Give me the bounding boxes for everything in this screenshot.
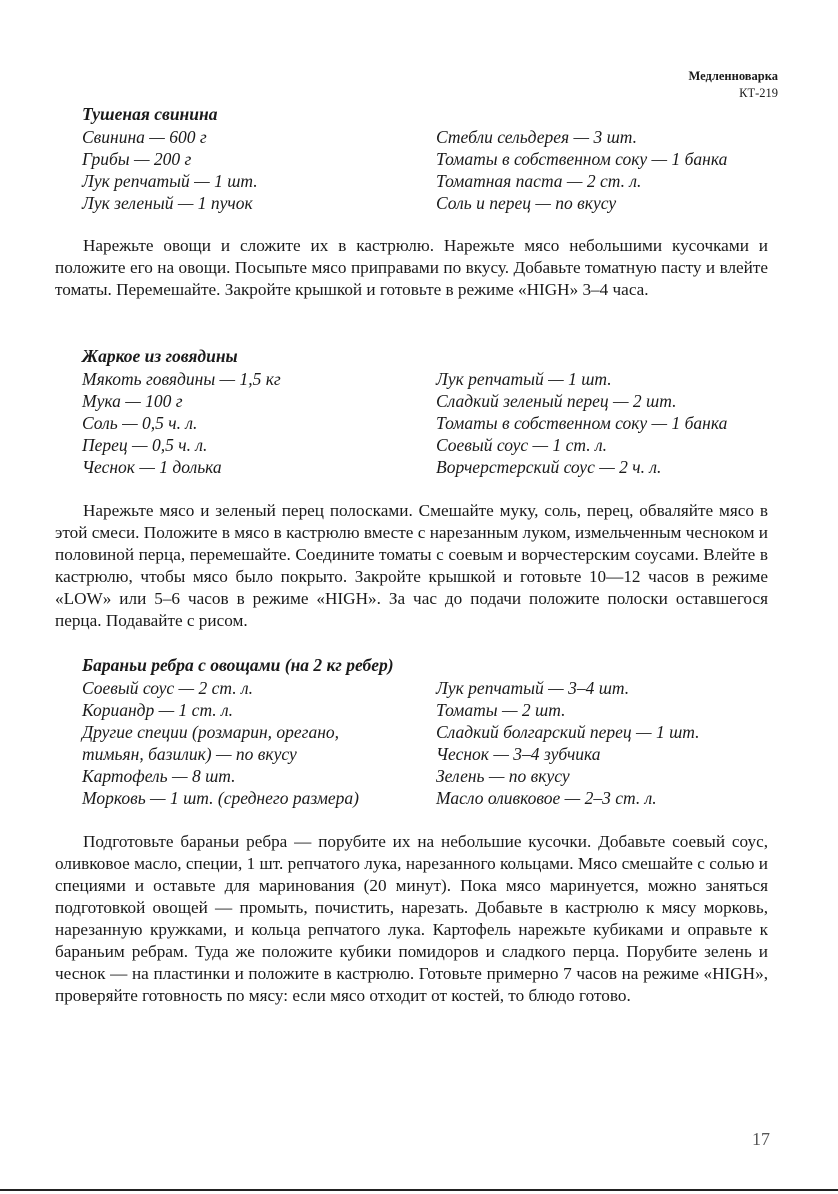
ingredient: Томаты в собственном соку — 1 банка [436, 413, 728, 433]
recipe-title: Тушеная свинина [82, 104, 218, 124]
ingredient: Сладкий зеленый перец — 2 шт. [436, 391, 677, 411]
ingredients-left [82, 368, 281, 478]
ingredient: Ворчерстерский соус — 2 ч. л. [436, 457, 662, 477]
ingredient: Чеснок — 3–4 зубчика [436, 744, 601, 764]
recipe-instructions: Нарежьте мясо и зеленый перец полосками. Смешайте муку, соль, перец, обваляйте мясо в этой смеси. Положите в мясо в кастрюлю вместе с нарезанным луком, измельченным чесноком и половиной перца, перемешайте. Соедините томаты с соевым и ворчестерским соусами. Влейте в кастрюлю, чтобы мясо было покрыто. Закройте крышкой и готовьте 10—12 часов в режиме «LOW» или 5–6 часов в режиме «HIGH». За час до подачи положите полоски оставшегося перца. Подавайте с рисом. [55, 501, 768, 630]
ingredient: Свинина — 600 г [82, 127, 207, 147]
ingredient: тимьян, базилик) — по вкусу [82, 744, 297, 764]
ingredients-left [82, 126, 258, 214]
recipe-title: Бараньи ребра с овощами (на 2 кг ребер) [82, 655, 394, 675]
ingredient: Картофель — 8 шт. [82, 766, 236, 786]
ingredient: Масло оливковое — 2–3 ст. л. [436, 788, 657, 808]
ingredient: Зелень — по вкусу [436, 766, 570, 786]
ingredient: Лук зеленый — 1 пучок [82, 193, 253, 213]
model-number: КТ-219 [739, 86, 778, 100]
ingredient: Лук репчатый — 3–4 шт. [436, 678, 630, 698]
ingredients-right [436, 677, 700, 809]
ingredient: Лук репчатый — 1 шт. [436, 369, 612, 389]
ingredient: Чеснок — 1 долька [82, 457, 222, 477]
ingredient: Грибы — 200 г [82, 149, 192, 169]
ingredients-right [436, 368, 727, 478]
ingredient: Мука — 100 г [82, 391, 183, 411]
ingredient: Перец — 0,5 ч. л. [82, 435, 208, 455]
recipe-title: Жаркое из говядины [82, 346, 238, 366]
ingredient: Сладкий болгарский перец — 1 шт. [436, 722, 700, 742]
ingredients-left [82, 677, 359, 809]
ingredients-right [436, 126, 727, 214]
ingredient: Морковь — 1 шт. (среднего размера) [82, 788, 359, 808]
ingredient: Соль и перец — по вкусу [436, 193, 617, 213]
ingredient: Другие специи (розмарин, орегано, [82, 722, 340, 742]
ingredient: Томаты — 2 шт. [436, 700, 566, 720]
ingredient: Мякоть говядины — 1,5 кг [82, 369, 281, 389]
ingredient: Соевый соус — 1 ст. л. [436, 435, 607, 455]
recipe-instructions: Подготовьте бараньи ребра — порубите их на небольшие кусочки. Добавьте соевый соус, оливковое масло, специи, 1 шт. репчатого лука, нарезанного кольцами. Мясо смешайте с солью и специями и оставьте для маринования (20 минут). Пока мясо маринуется, можно заняться подготовкой овощей — промыть, почистить, нарезать. Добавьте в кастрюлю к мясу морковь, нарезанную кружками, и кольца репчатого лука. Картофель нарежьте кубиками и оправьте к бараньим ребрам. Туда же положите кубики помидоров и сладкого перца. Порубите зелень и чеснок — на пластинки и положите в кастрюлю. Готовьте примерно 7 часов на режиме «HIGH», проверяйте готовность по мясу: если мясо отходит от костей, то блюдо готово. [55, 832, 768, 1005]
ingredient: Стебли сельдерея — 3 шт. [436, 127, 638, 147]
brand-name: Медленноварка [688, 69, 778, 83]
bottom-divider [0, 1189, 838, 1191]
ingredient: Томаты в собственном соку — 1 банка [436, 149, 728, 169]
ingredient: Соль — 0,5 ч. л. [82, 413, 198, 433]
recipe-instructions: Нарежьте овощи и сложите их в кастрюлю. Нарежьте мясо небольшими кусочками и положите его на овощи. Посыпьте мясо приправами по вкусу. Добавьте томатную пасту и влейте томаты. Перемешайте. Закройте крышкой и готовьте в режиме «HIGH» 3–4 часа. [55, 236, 768, 299]
ingredient: Соевый соус — 2 ст. л. [82, 678, 253, 698]
ingredient: Томатная паста — 2 ст. л. [436, 171, 642, 191]
ingredient: Кориандр — 1 ст. л. [82, 700, 234, 720]
ingredient: Лук репчатый — 1 шт. [82, 171, 258, 191]
page-number: 17 [752, 1129, 770, 1149]
page-header [689, 68, 778, 102]
